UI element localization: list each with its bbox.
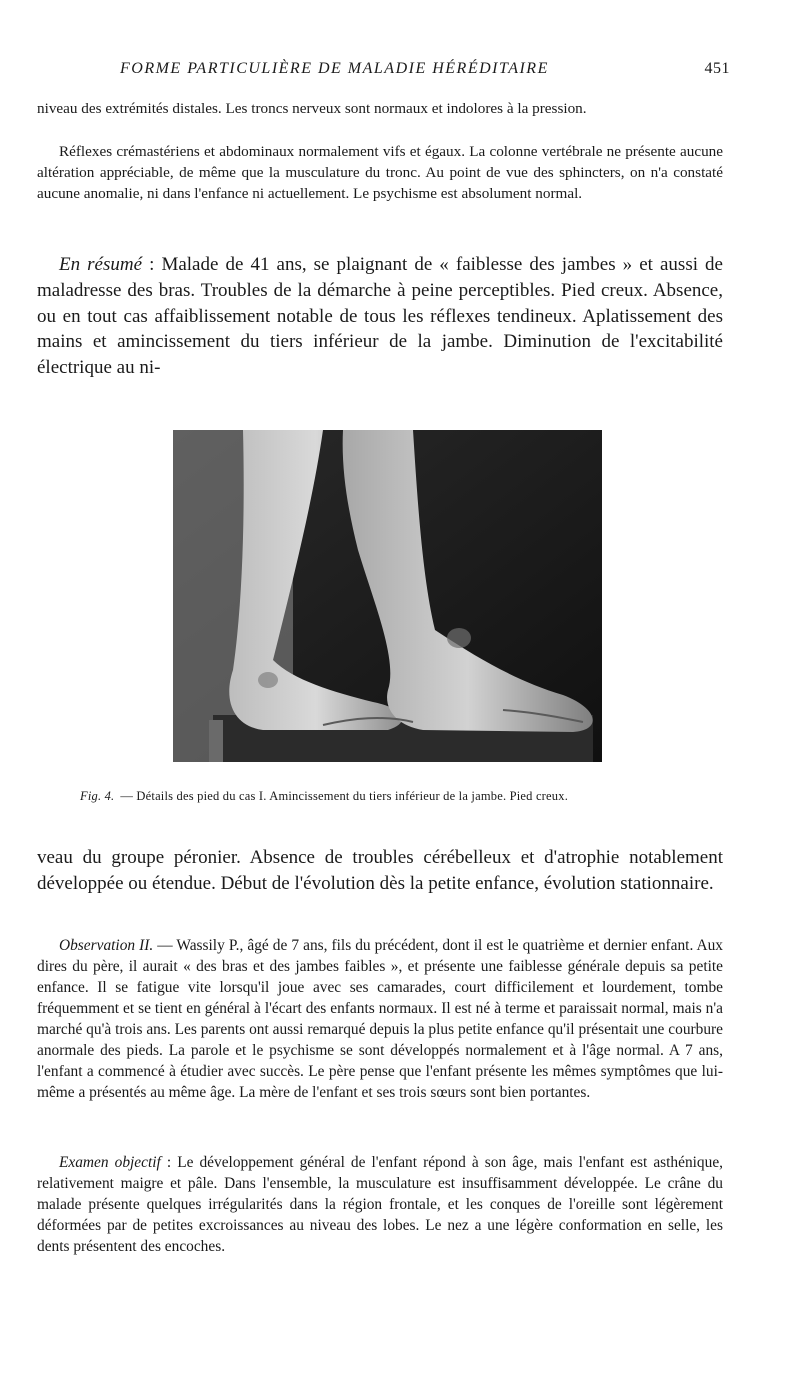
summary-lead: En résumé: [59, 254, 143, 275]
summary-body: : Malade de 41 ans, se plaignant de « faiblesse des jambes » et aussi de maladresse des bras. Troubles de la démarche à peine perceptibles. Pied creux. Absence, ou en tout cas affaiblissement notable de tous les réflexes tendineux. Aplatissement des mains et amincissement du tiers inférieur de la jambe. Diminution de l'excitabilité électrique au ni-: [37, 254, 723, 379]
paragraph-1: [37, 98, 723, 119]
paragraph-2: [37, 141, 723, 204]
running-title: FORME PARTICULIÈRE DE MALADIE HÉRÉDITAIRE: [120, 60, 549, 77]
figure-caption: [80, 788, 720, 804]
examen-objectif-body: : Le développement général de l'enfant répond à son âge, mais l'enfant est asthénique, relativement maigre et pâle. Dans l'ensemble, la musculature est insuffisamment développée. Le crâne du malade présente quelques irrégularités dans la région frontale, et les conques de l'oreille sont légèrement déformées par de petites excroissances au niveau des lobes. Le nez a une légère conformation en selle, les dents présentent des encoches.: [37, 1154, 723, 1255]
figure-caption-text: — Détails des pied du cas I. Amincissement du tiers inférieur de la jambe. Pied creux.: [120, 789, 569, 803]
summary-text: [37, 252, 723, 381]
summary-continuation: [37, 845, 723, 897]
paragraph-2-text: Réflexes crémastériens et abdominaux normalement vifs et égaux. La colonne vertébrale ne présente aucune altération appréciable, de même que la musculature du tronc. Au point de vue des sphincters, on n'a constaté aucune anomalie, ni dans l'enfance ni actuellement. Le psychisme est absolument normal.: [37, 143, 723, 202]
feet-photograph: [173, 430, 602, 762]
observation-ii-body: — Wassily P., âgé de 7 ans, fils du précédent, dont il est le quatrième et dernier enfant. Aux dires du père, il aurait « des bras et des jambes faibles », et présente une faiblesse générale depuis sa petite enfance. Il se fatigue vite lorsqu'il joue avec ses camarades, court difficilement et lourdement, tombe fréquemment et se tient en général à l'écart des enfants normaux. Il est né à terme et paraissait normal, mais n'a marché qu'à trois ans. Les parents ont aussi remarqué depuis la plus petite enfance qu'il présentait une courbure anormale des pieds. La parole et le psychisme se sont développés normalement et à l'âge normal. A 7 ans, l'enfant a commencé à étudier avec succès. Le père pense que l'enfant présente les mêmes symptômes que lui-même a présentés au même âge. La mère de l'enfant et ses trois sœurs sont bien portantes.: [37, 937, 723, 1101]
page-header: [60, 60, 730, 88]
examen-objectif-lead: Examen objectif: [59, 1154, 161, 1171]
paragraph-1-text: niveau des extrémités distales. Les troncs nerveux sont normaux et indolores à la pression.: [37, 100, 587, 117]
examen-objectif-text: [37, 1152, 723, 1257]
figure-label: Fig. 4.: [80, 789, 115, 803]
observation-ii-paragraph: [37, 935, 723, 1103]
examen-objectif-paragraph: [37, 1152, 723, 1257]
observation-ii-lead: Observation II.: [59, 937, 154, 954]
page-number: 451: [704, 60, 730, 77]
summary-continuation-text: veau du groupe péronier. Absence de troubles cérébelleux et d'atrophie notablement développée ou étendue. Début de l'évolution dès la petite enfance, évolution stationnaire.: [37, 847, 723, 894]
figure-photo-feet: [173, 430, 602, 762]
summary-paragraph: [37, 252, 723, 381]
observation-ii-text: [37, 935, 723, 1103]
